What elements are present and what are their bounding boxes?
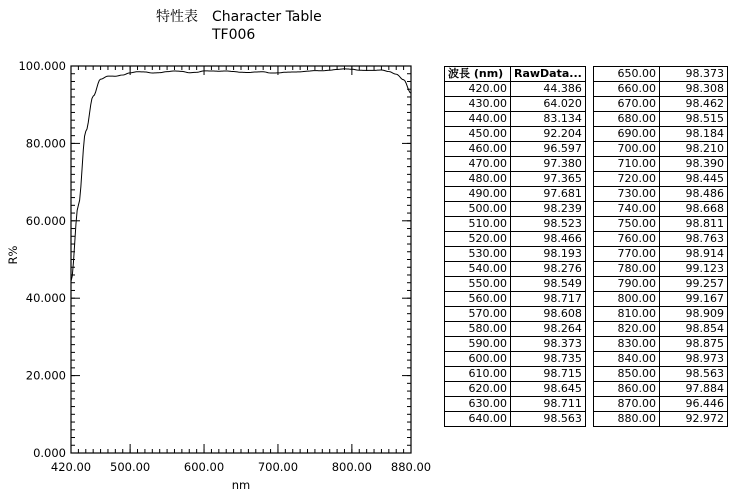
wavelength-cell: 610.00	[445, 367, 511, 382]
value-cell: 97.681	[511, 187, 586, 202]
x-tick-label: 700.00	[257, 460, 299, 474]
value-cell: 98.645	[511, 382, 586, 397]
value-cell: 98.715	[511, 367, 586, 382]
y-tick-label: 20.000	[25, 368, 66, 383]
y-tick-label: 60.000	[25, 213, 66, 228]
table-row	[445, 262, 586, 277]
value-cell: 98.909	[660, 307, 728, 322]
table-row	[445, 82, 586, 97]
wavelength-cell: 490.00	[445, 187, 511, 202]
wavelength-cell: 640.00	[445, 412, 511, 427]
value-cell: 98.308	[660, 82, 728, 97]
wavelength-cell: 860.00	[594, 382, 660, 397]
y-axis-label: R%	[6, 245, 20, 265]
wavelength-cell: 700.00	[594, 142, 660, 157]
wavelength-cell: 620.00	[445, 382, 511, 397]
table-row	[594, 112, 728, 127]
value-cell: 98.462	[660, 97, 728, 112]
table-row	[445, 367, 586, 382]
value-cell: 98.373	[511, 337, 586, 352]
wavelength-cell: 630.00	[445, 397, 511, 412]
y-tick-labels	[18, 59, 66, 460]
table-row	[445, 112, 586, 127]
wavelength-cell: 800.00	[594, 292, 660, 307]
value-cell: 98.549	[511, 277, 586, 292]
table-row	[594, 187, 728, 202]
value-cell: 64.020	[511, 97, 586, 112]
table-row	[445, 397, 586, 412]
value-cell: 98.811	[660, 217, 728, 232]
sample-name: TF006	[212, 27, 256, 43]
table-row	[445, 292, 586, 307]
table-row	[594, 397, 728, 412]
x-tick-label: 420.00	[50, 460, 92, 474]
table-row	[445, 232, 586, 247]
data-table-left	[444, 66, 586, 427]
value-cell: 99.167	[660, 292, 728, 307]
wavelength-cell: 760.00	[594, 232, 660, 247]
table-row	[594, 292, 728, 307]
y-tick-label: 80.000	[25, 136, 66, 151]
table-row	[594, 262, 728, 277]
table-row	[594, 82, 728, 97]
table-row	[445, 202, 586, 217]
wavelength-cell: 510.00	[445, 217, 511, 232]
y-tick-label: 40.000	[25, 291, 66, 306]
wavelength-cell: 450.00	[445, 127, 511, 142]
wavelength-cell: 430.00	[445, 97, 511, 112]
table-row	[594, 322, 728, 337]
table-row	[445, 382, 586, 397]
wavelength-cell: 500.00	[445, 202, 511, 217]
value-cell: 92.972	[660, 412, 728, 427]
table-row	[445, 337, 586, 352]
table-row	[445, 142, 586, 157]
wavelength-cell: 680.00	[594, 112, 660, 127]
value-cell: 98.515	[660, 112, 728, 127]
value-cell: 98.668	[660, 202, 728, 217]
table-row	[445, 172, 586, 187]
x-tick-label: 880.00	[390, 460, 432, 474]
wavelength-cell: 520.00	[445, 232, 511, 247]
minor-ticks	[71, 66, 411, 453]
wavelength-cell: 690.00	[594, 127, 660, 142]
table-row	[594, 277, 728, 292]
wavelength-cell: 770.00	[594, 247, 660, 262]
value-cell: 97.365	[511, 172, 586, 187]
value-cell: 97.884	[660, 382, 728, 397]
wavelength-cell: 830.00	[594, 337, 660, 352]
value-cell: 98.563	[660, 367, 728, 382]
table-row	[445, 322, 586, 337]
table-row	[445, 307, 586, 322]
value-cell: 98.239	[511, 202, 586, 217]
wavelength-cell: 710.00	[594, 157, 660, 172]
major-ticks	[71, 66, 411, 453]
table-row	[594, 142, 728, 157]
wavelength-cell: 590.00	[445, 337, 511, 352]
value-cell: 98.466	[511, 232, 586, 247]
wavelength-cell: 870.00	[594, 397, 660, 412]
value-cell: 98.914	[660, 247, 728, 262]
wavelength-cell: 540.00	[445, 262, 511, 277]
value-cell: 98.875	[660, 337, 728, 352]
plot-frame	[71, 66, 411, 453]
wavelength-cell: 880.00	[594, 412, 660, 427]
wavelength-cell: 740.00	[594, 202, 660, 217]
table-row	[445, 412, 586, 427]
wavelength-cell: 570.00	[445, 307, 511, 322]
wavelength-cell: 780.00	[594, 262, 660, 277]
table-row	[594, 202, 728, 217]
table-row	[594, 97, 728, 112]
wavelength-cell: 650.00	[594, 67, 660, 82]
value-cell: 98.608	[511, 307, 586, 322]
column-header-wavelength: 波長 (nm)	[445, 67, 511, 82]
table-row	[594, 157, 728, 172]
wavelength-cell: 600.00	[445, 352, 511, 367]
table-row	[594, 217, 728, 232]
table-row	[594, 367, 728, 382]
value-cell: 98.445	[660, 172, 728, 187]
table-row	[594, 337, 728, 352]
y-tick-label: 100.000	[18, 59, 66, 73]
value-cell: 99.123	[660, 262, 728, 277]
wavelength-cell: 550.00	[445, 277, 511, 292]
x-tick-label: 500.00	[110, 460, 151, 474]
value-cell: 98.763	[660, 232, 728, 247]
title-japanese: 特性表	[156, 9, 198, 25]
table-row	[445, 217, 586, 232]
value-cell: 98.717	[511, 292, 586, 307]
value-cell: 98.264	[511, 322, 586, 337]
wavelength-cell: 810.00	[594, 307, 660, 322]
series-line	[71, 69, 411, 281]
x-tick-label: 600.00	[183, 460, 225, 474]
value-cell: 98.563	[511, 412, 586, 427]
x-axis-label: nm	[231, 478, 251, 491]
value-cell: 96.597	[511, 142, 586, 157]
value-cell: 98.735	[511, 352, 586, 367]
table-row	[594, 352, 728, 367]
column-header-rawdata: RawData...	[511, 67, 586, 82]
wavelength-cell: 660.00	[594, 82, 660, 97]
value-cell: 92.204	[511, 127, 586, 142]
table-row	[594, 172, 728, 187]
wavelength-cell: 580.00	[445, 322, 511, 337]
value-cell: 98.711	[511, 397, 586, 412]
wavelength-cell: 420.00	[445, 82, 511, 97]
wavelength-cell: 670.00	[594, 97, 660, 112]
title-english: Character Table	[212, 9, 322, 25]
wavelength-cell: 820.00	[594, 322, 660, 337]
wavelength-cell: 790.00	[594, 277, 660, 292]
wavelength-cell: 730.00	[594, 187, 660, 202]
wavelength-cell: 440.00	[445, 112, 511, 127]
table-row	[445, 157, 586, 172]
x-tick-label: 800.00	[331, 460, 372, 474]
wavelength-cell: 470.00	[445, 157, 511, 172]
value-cell: 98.854	[660, 322, 728, 337]
wavelength-cell: 530.00	[445, 247, 511, 262]
wavelength-cell: 460.00	[445, 142, 511, 157]
value-cell: 97.380	[511, 157, 586, 172]
table-row	[594, 232, 728, 247]
table-row	[445, 187, 586, 202]
value-cell: 98.210	[660, 142, 728, 157]
table-row	[594, 307, 728, 322]
table-row	[594, 382, 728, 397]
wavelength-cell: 750.00	[594, 217, 660, 232]
data-table-right	[593, 66, 728, 427]
wavelength-cell: 840.00	[594, 352, 660, 367]
table-row	[445, 247, 586, 262]
wavelength-cell: 850.00	[594, 367, 660, 382]
value-cell: 98.184	[660, 127, 728, 142]
wavelength-cell: 720.00	[594, 172, 660, 187]
value-cell: 98.973	[660, 352, 728, 367]
table-row	[594, 247, 728, 262]
wavelength-cell: 560.00	[445, 292, 511, 307]
wavelength-cell: 480.00	[445, 172, 511, 187]
table-row	[445, 97, 586, 112]
y-tick-label: 0.000	[33, 446, 66, 460]
value-cell: 98.523	[511, 217, 586, 232]
table-row	[594, 127, 728, 142]
value-cell: 98.276	[511, 262, 586, 277]
table-row	[445, 127, 586, 142]
table-row	[594, 67, 728, 82]
value-cell: 98.373	[660, 67, 728, 82]
value-cell: 98.486	[660, 187, 728, 202]
table-row	[445, 277, 586, 292]
value-cell: 44.386	[511, 82, 586, 97]
value-cell: 98.390	[660, 157, 728, 172]
x-tick-labels	[51, 460, 431, 474]
table-row	[594, 412, 728, 427]
table-row	[445, 352, 586, 367]
value-cell: 98.193	[511, 247, 586, 262]
value-cell: 96.446	[660, 397, 728, 412]
value-cell: 83.134	[511, 112, 586, 127]
value-cell: 99.257	[660, 277, 728, 292]
